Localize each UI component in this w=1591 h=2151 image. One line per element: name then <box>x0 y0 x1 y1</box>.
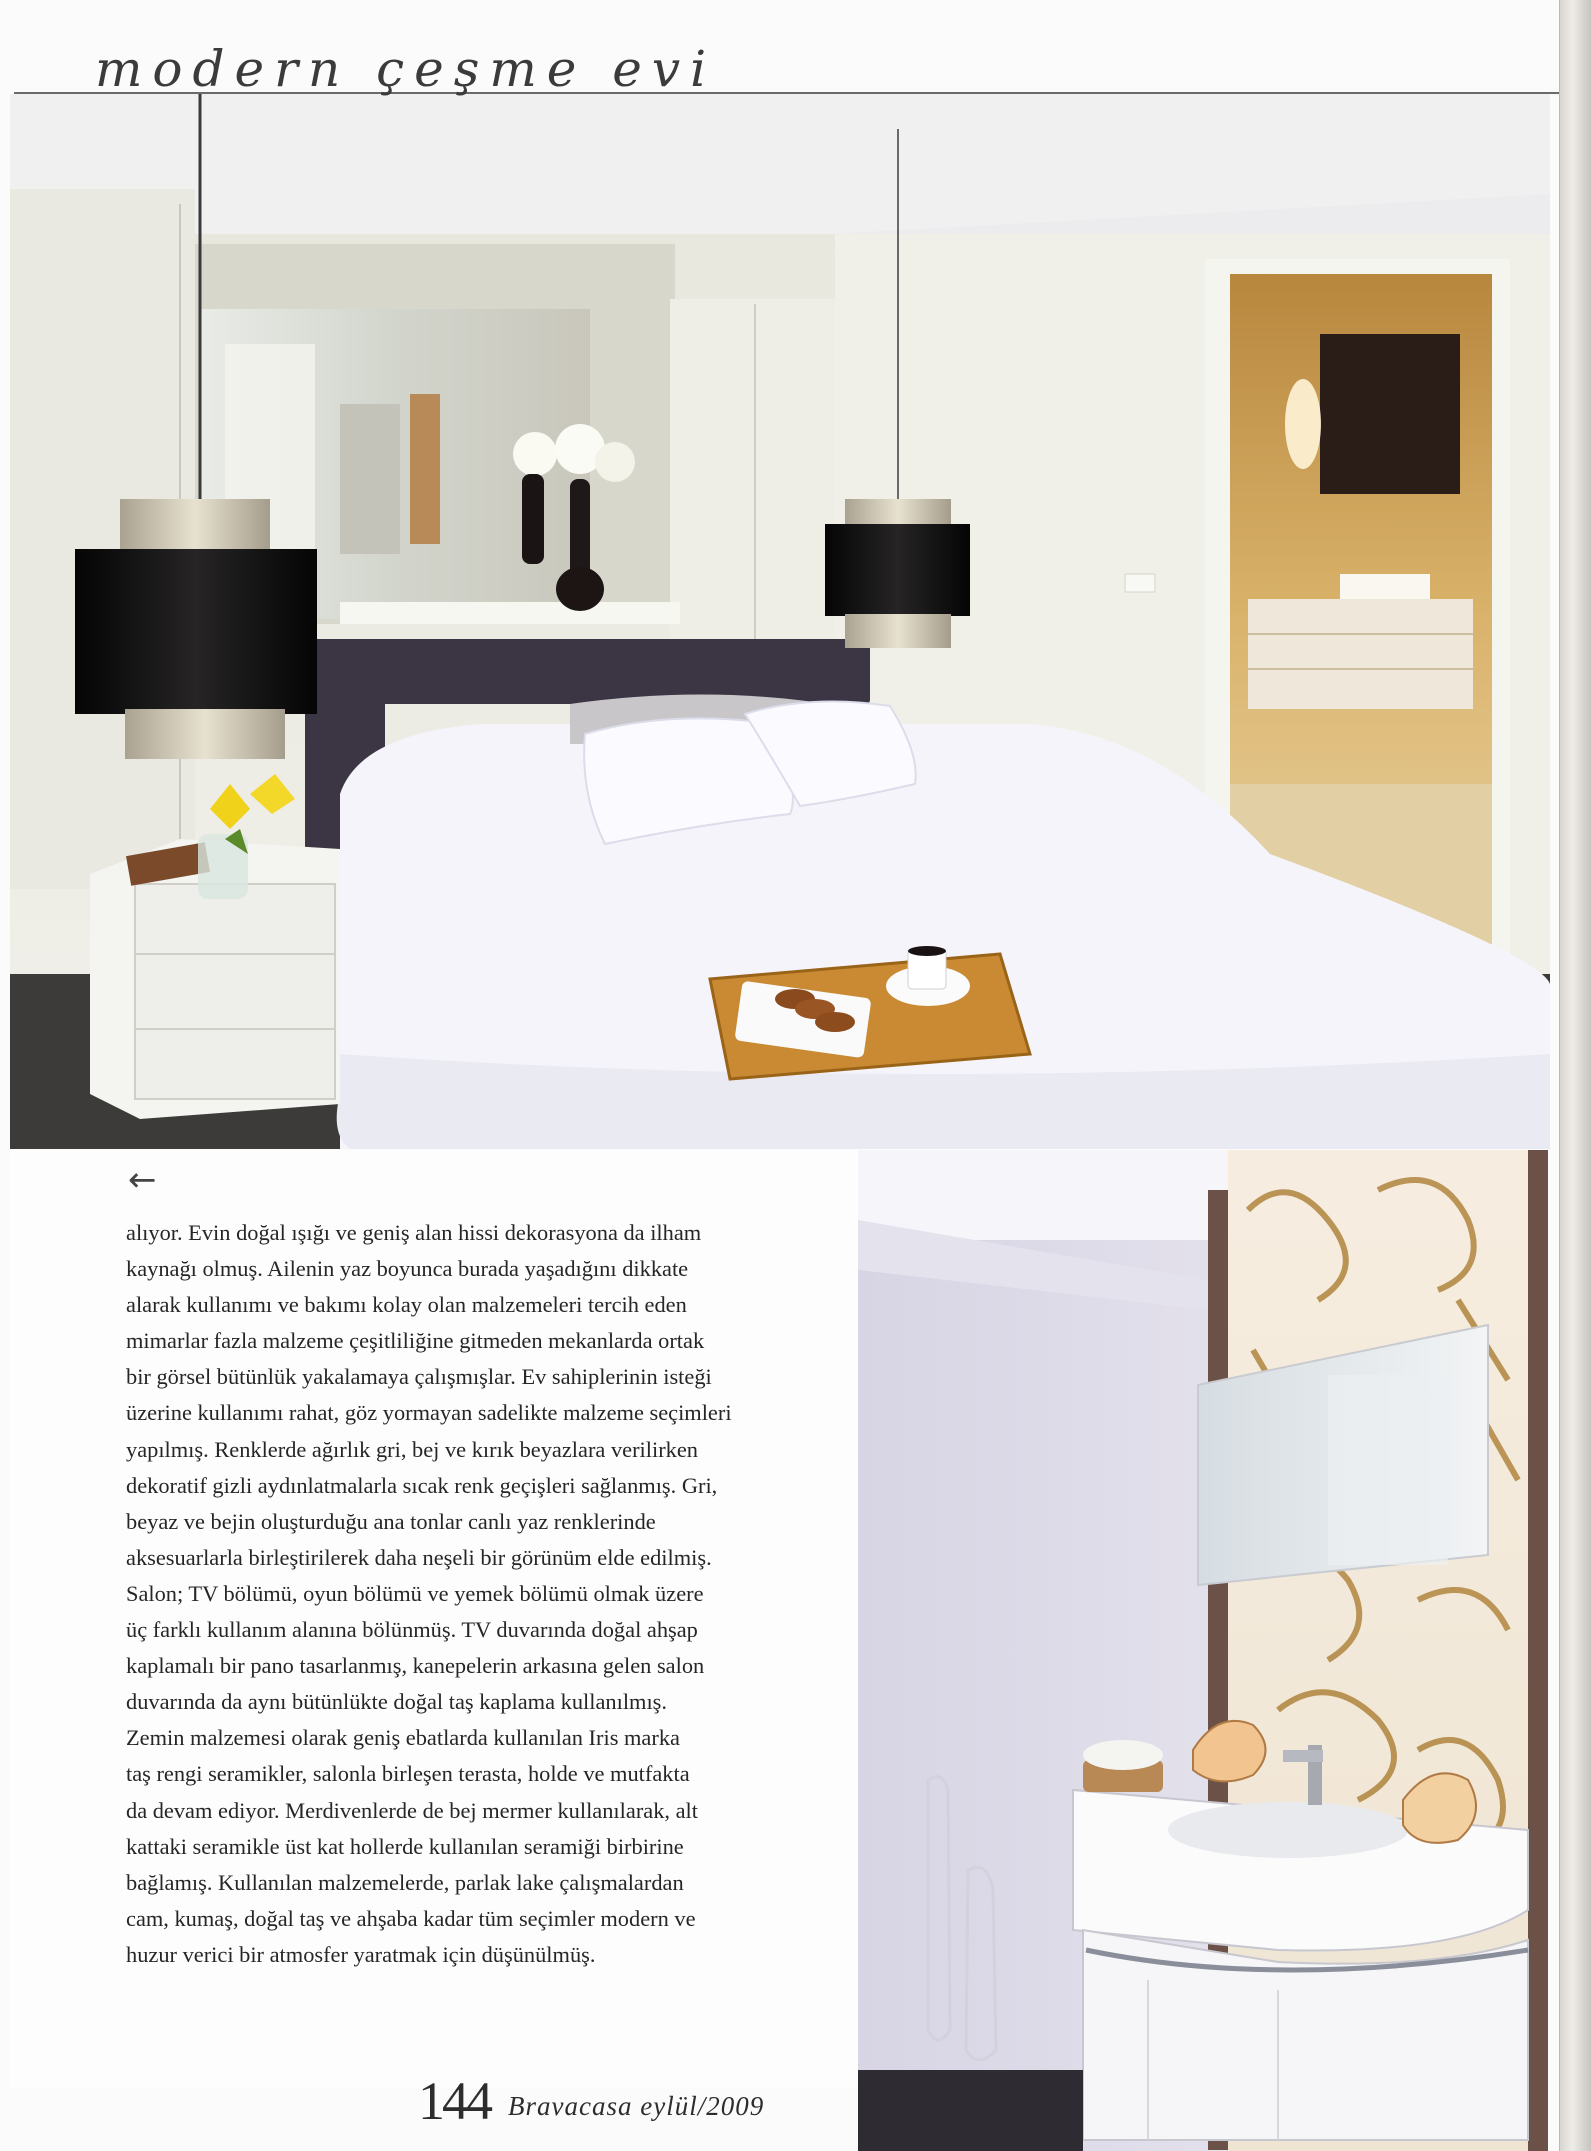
back-arrow-icon: ← <box>128 1160 157 1200</box>
article-line: bağlamış. Kullanılan malzemelerde, parlak lake çalışmalardan <box>126 1869 684 1895</box>
article-line: duvarında da aynı bütünlükte doğal taş kaplama kullanılmış. <box>126 1689 667 1715</box>
article-line: da devam ediyor. Merdivenlerde de bej mermer kullanılarak, alt <box>126 1797 698 1823</box>
section-title: modern çeşme evi <box>95 40 717 98</box>
article-line: kattaki seramikle üst kat hollerde kullanılan seramiği birbirine <box>126 1833 684 1859</box>
article-body <box>126 1215 826 1973</box>
page-edge <box>1559 0 1591 2151</box>
bathroom-photo-icon <box>858 1150 1548 2151</box>
article-line: dekoratif gizli aydınlatmalarla sıcak renk geçişleri sağlanmış. Gri, <box>126 1472 718 1498</box>
article-line: taş rengi seramikler, salonla birleşen terasta, holde ve mutfakta <box>126 1761 690 1787</box>
magazine-issue: Bravacasa eylül/2009 <box>508 2091 765 2121</box>
article-line: üzerine kullanımı rahat, göz yormayan sadelikte malzeme seçimleri <box>126 1400 732 1426</box>
bedroom-photo-icon <box>10 94 1550 1149</box>
article-line: alarak kullanımı ve bakımı kolay olan malzemeleri tercih eden <box>126 1292 687 1318</box>
article-line: huzur verici bir atmosfer yaratmak için düşünülmüş. <box>126 1941 596 1967</box>
article-line: beyaz ve bejin oluşturduğu ana tonlar canlı yaz renklerinde <box>126 1508 656 1534</box>
article-line: cam, kumaş, doğal taş ve ahşaba kadar tüm seçimler modern ve <box>126 1905 696 1931</box>
bedroom-photo <box>10 94 1550 1149</box>
article-line: kaplamalı bir pano tasarlanmış, kanepelerin arkasına gelen salon <box>126 1653 705 1679</box>
article-line: yapılmış. Renklerde ağırlık gri, bej ve kırık beyazlara verilirken <box>126 1436 698 1462</box>
bathroom-photo <box>858 1150 1548 2151</box>
page-number: 144 <box>418 2071 490 2131</box>
article-line: aksesuarlarla birleştirilerek daha neşeli bir görünüm elde edilmiş. <box>126 1544 712 1570</box>
article-line: mimarlar fazla malzeme çeşitliliğine gitmeden mekanlarda ortak <box>126 1328 705 1354</box>
article-line: Zemin malzemesi olarak geniş ebatlarda kullanılan Iris marka <box>126 1725 680 1751</box>
article-line: Salon; TV bölümü, oyun bölümü ve yemek bölümü olmak üzere <box>126 1580 704 1606</box>
article-line: bir görsel bütünlük yakalamaya çalışmışlar. Ev sahiplerinin isteği <box>126 1364 712 1390</box>
article-line: kaynağı olmuş. Ailenin yaz boyunca burada yaşadığını dikkate <box>126 1256 689 1282</box>
article-line: alıyor. Evin doğal ışığı ve geniş alan hissi dekorasyona da ilham <box>126 1220 702 1245</box>
article-line: üç farklı kullanım alanına bölünmüş. TV duvarında doğal ahşap <box>126 1617 698 1643</box>
page-footer <box>418 2070 764 2132</box>
